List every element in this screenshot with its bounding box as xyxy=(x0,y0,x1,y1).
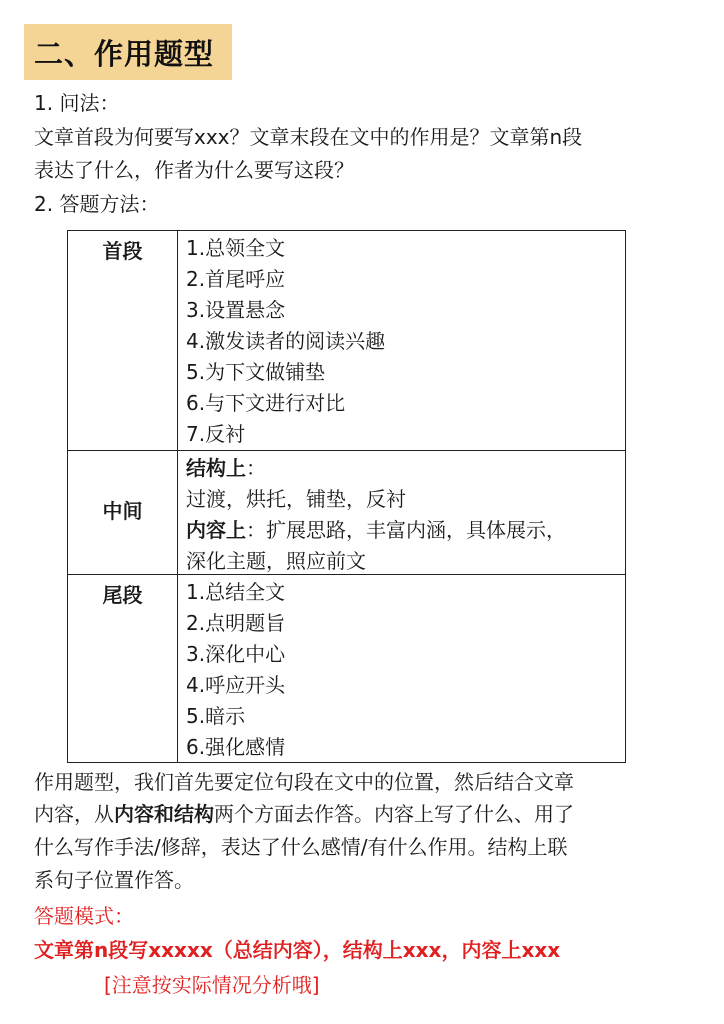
row-items-middle xyxy=(186,453,625,577)
list-item: 4.呼应开头 xyxy=(186,673,286,697)
structure-text: 过渡，烘托，铺垫，反衬 xyxy=(186,487,406,511)
content-label: 内容上 xyxy=(186,518,246,542)
table-row-first-paragraph xyxy=(68,231,625,450)
row-label-first: 首段 xyxy=(68,231,178,450)
content-line xyxy=(186,515,625,546)
pattern-note: [注意按实际情况分析哦] xyxy=(104,973,320,997)
question-line-1: 文章首段为何要写xxx？文章末段在文中的作用是？文章第n段 xyxy=(34,125,583,149)
summary-line-2-post: 两个方面去作答。内容上写了什么、用了 xyxy=(214,802,574,826)
table-row-last-paragraph xyxy=(68,574,625,762)
summary-line-1: 作用题型，我们首先要定位句段在文中的位置，然后结合文章 xyxy=(34,770,574,794)
list-item: 5.为下文做铺垫 xyxy=(186,360,326,384)
list-item: 5.暗示 xyxy=(186,704,246,728)
content-text-2: 深化主题，照应前文 xyxy=(186,549,366,573)
list-item: 3.设置悬念 xyxy=(186,298,286,322)
content-text: ：扩展思路，丰富内涵，具体展示， xyxy=(246,518,566,542)
row-items-first xyxy=(186,233,625,450)
row-items-last xyxy=(186,577,625,763)
list-item: 6.强化感情 xyxy=(186,735,286,759)
section-heading: 二、作用题型 xyxy=(24,24,232,80)
list-item: 4.激发读者的阅读兴趣 xyxy=(186,329,386,353)
list-item: 3.深化中心 xyxy=(186,642,286,666)
summary-line-3: 什么写作手法/修辞，表达了什么感情/有什么作用。结构上联 xyxy=(34,835,568,859)
list-item: 2.点明题旨 xyxy=(186,611,286,635)
summary-line-2 xyxy=(34,799,574,829)
list-item: 6.与下文进行对比 xyxy=(186,391,346,415)
row-label-last: 尾段 xyxy=(68,575,178,762)
table-row-middle xyxy=(68,450,625,574)
structure-label: 结构上 xyxy=(186,456,246,480)
question-title: 1. 问法： xyxy=(34,91,120,115)
pattern-formula: 文章第n段写xxxxx（总结内容），结构上xxx，内容上xxx xyxy=(34,938,561,962)
list-item: 7.反衬 xyxy=(186,422,246,446)
structure-line xyxy=(186,453,625,484)
structure-colon: ： xyxy=(246,456,266,480)
question-line-2: 表达了什么，作者为什么要写这段？ xyxy=(34,158,354,182)
summary-emphasis: 内容和结构 xyxy=(114,802,214,826)
answer-method-table xyxy=(67,230,626,763)
list-item: 1.总领全文 xyxy=(186,236,286,260)
method-title: 2. 答题方法： xyxy=(34,192,160,216)
summary-line-2-pre: 内容，从 xyxy=(34,802,114,826)
pattern-title: 答题模式： xyxy=(34,904,134,928)
row-label-middle: 中间 xyxy=(68,451,178,574)
list-item: 2.首尾呼应 xyxy=(186,267,286,291)
summary-line-4: 系句子位置作答。 xyxy=(34,868,194,892)
list-item: 1.总结全文 xyxy=(186,580,286,604)
